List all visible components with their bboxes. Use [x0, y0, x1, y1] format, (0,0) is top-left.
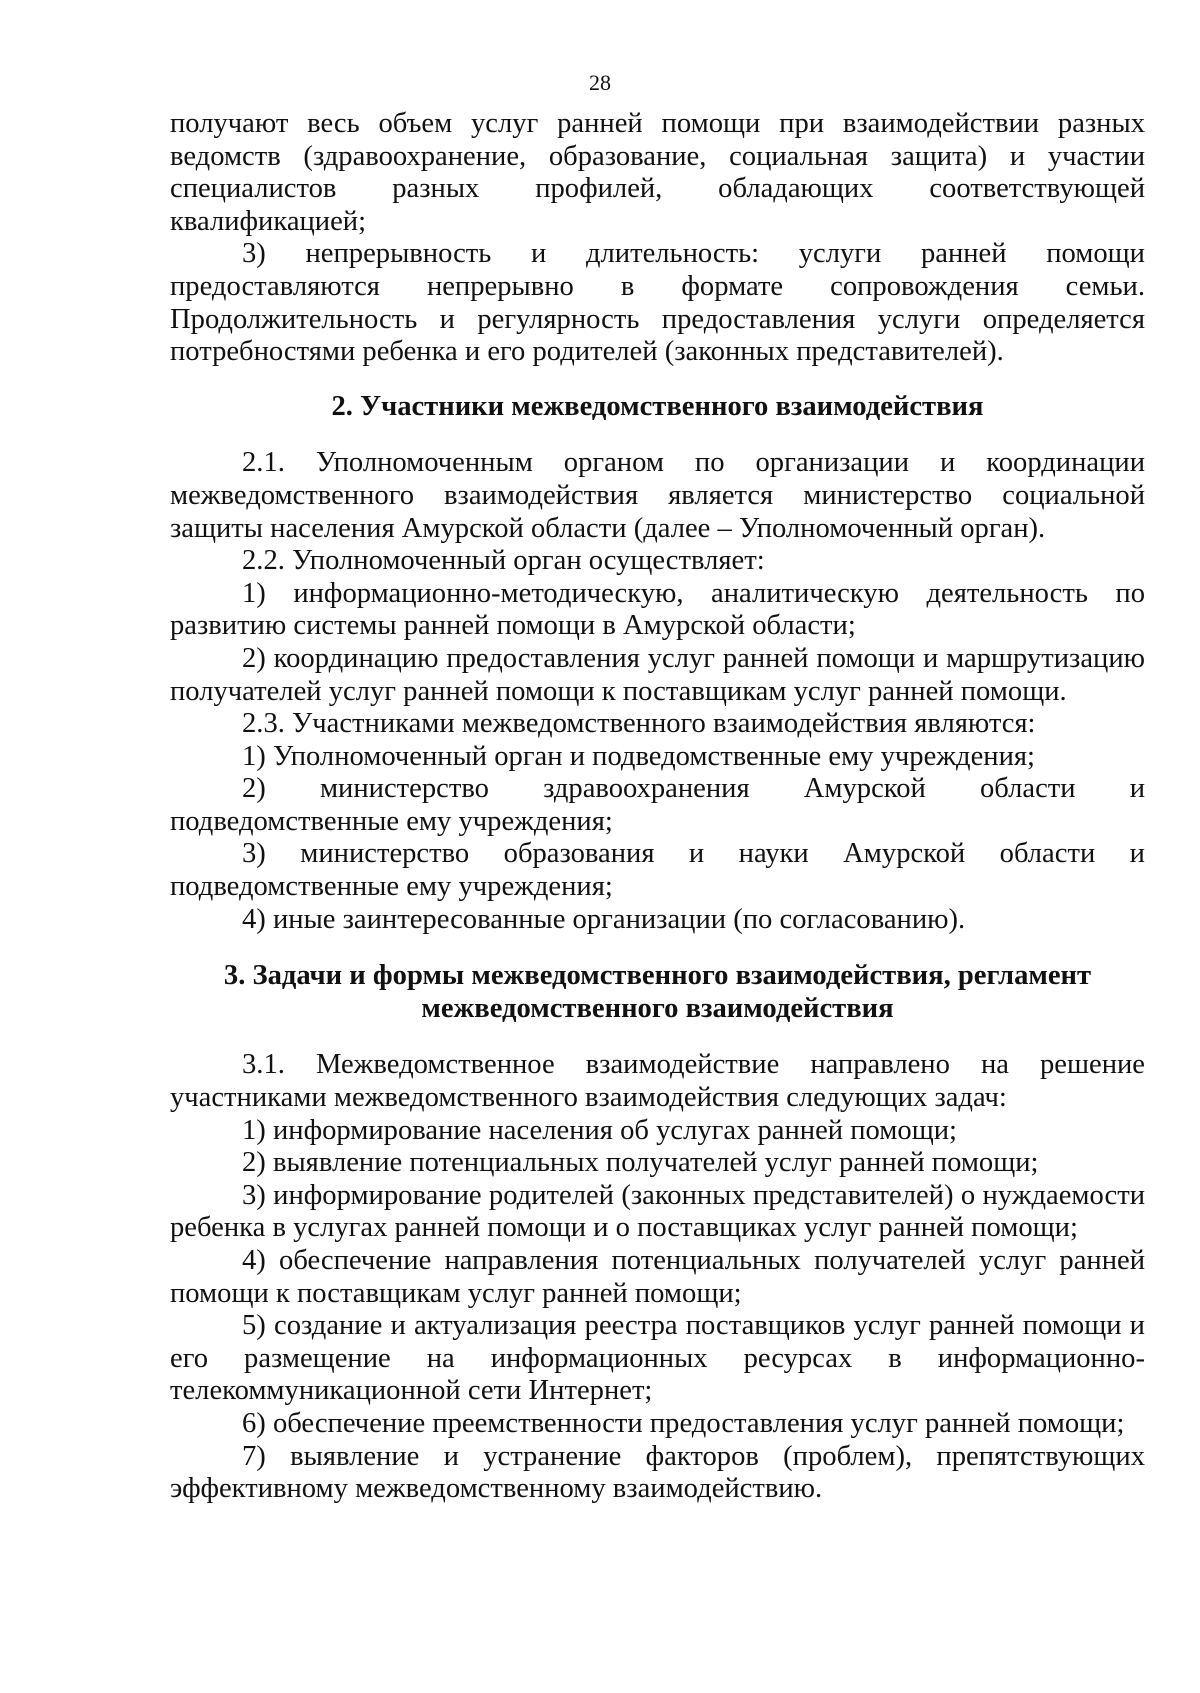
list-item: 2) координацию предоставления услуг ранней помощи и маршрутизацию получателей услуг ранней помощи к поставщикам услуг ранней помощи. [170, 642, 1145, 707]
list-item: 3) информирование родителей (законных представителей) о нуждаемости ребенка в услугах ранней помощи и о поставщиках услуг ранней помощи; [170, 1179, 1145, 1244]
page-number: 28 [589, 70, 611, 95]
paragraph-3-1: 3.1. Межведомственное взаимодействие направлено на решение участниками межведомственного взаимодействия следующих задач: [170, 1049, 1145, 1114]
section-3-heading-line-2: межведомственного взаимодействия [421, 992, 894, 1024]
list-item: 7) выявление и устранение факторов (проблем), препятствующих эффективному межведомственному взаимодействию. [170, 1440, 1145, 1505]
section-3-heading [170, 960, 1145, 1025]
list-item: 2) выявление потенциальных получателей услуг ранней помощи; [242, 1147, 1039, 1179]
paragraph-continuation: получают весь объем услуг ранней помощи при взаимодействии разных ведомств (здравоохранение, образование, социальная защита) и участии специалистов разных профилей, обладающих соответствующей квалификацией; [170, 108, 1145, 237]
list-item-continuity: 3) непрерывность и длительность: услуги ранней помощи предоставляются непрерывно в формате сопровождения семьи. Продолжительность и регулярность предоставления услуги определяется потребностями ребенка и его родителей (законных представителей). [170, 238, 1145, 368]
list-item: 4) обеспечение направления потенциальных получателей услуг ранней помощи к поставщикам услуг ранней помощи; [170, 1245, 1145, 1309]
section-2-heading: 2. Участники межведомственного взаимодействия [331, 390, 984, 422]
list-item: 1) Уполномоченный орган и подведомственные ему учреждения; [242, 740, 1035, 772]
document-body [170, 108, 1145, 1506]
list-item: 2) министерство здравоохранения Амурской области и подведомственные ему учреждения; [170, 773, 1145, 837]
list-item: 3) министерство образования и науки Амурской области и подведомственные ему учреждения; [170, 838, 1145, 903]
list-item: 5) создание и актуализация реестра поставщиков услуг ранней помощи и его размещение на информационных ресурсах в информационно-телекоммуникационной сети Интернет; [170, 1310, 1145, 1407]
list-item: 1) информирование населения об услугах ранней помощи; [242, 1114, 957, 1146]
paragraph-2-3: 2.3. Участниками межведомственного взаимодействия являются: [242, 708, 1036, 740]
list-item: 6) обеспечение преемственности предоставления услуг ранней помощи; [242, 1407, 1125, 1439]
paragraph-2-1: 2.1. Уполномоченным органом по организации и координации межведомственного взаимодействия является министерство социальной защиты населения Амурской области (далее – Уполномоченный орган). [170, 447, 1145, 544]
paragraph-2-2: 2.2. Уполномоченный орган осуществляет: [242, 545, 765, 577]
list-item: 4) иные заинтересованные организации (по согласованию). [242, 903, 966, 935]
list-item: 1) информационно-методическую, аналитическую деятельность по развитию системы ранней помощи в Амурской области; [170, 577, 1145, 642]
section-3-heading-line-1: 3. Задачи и формы межведомственного взаимодействия, регламент [223, 960, 1092, 992]
